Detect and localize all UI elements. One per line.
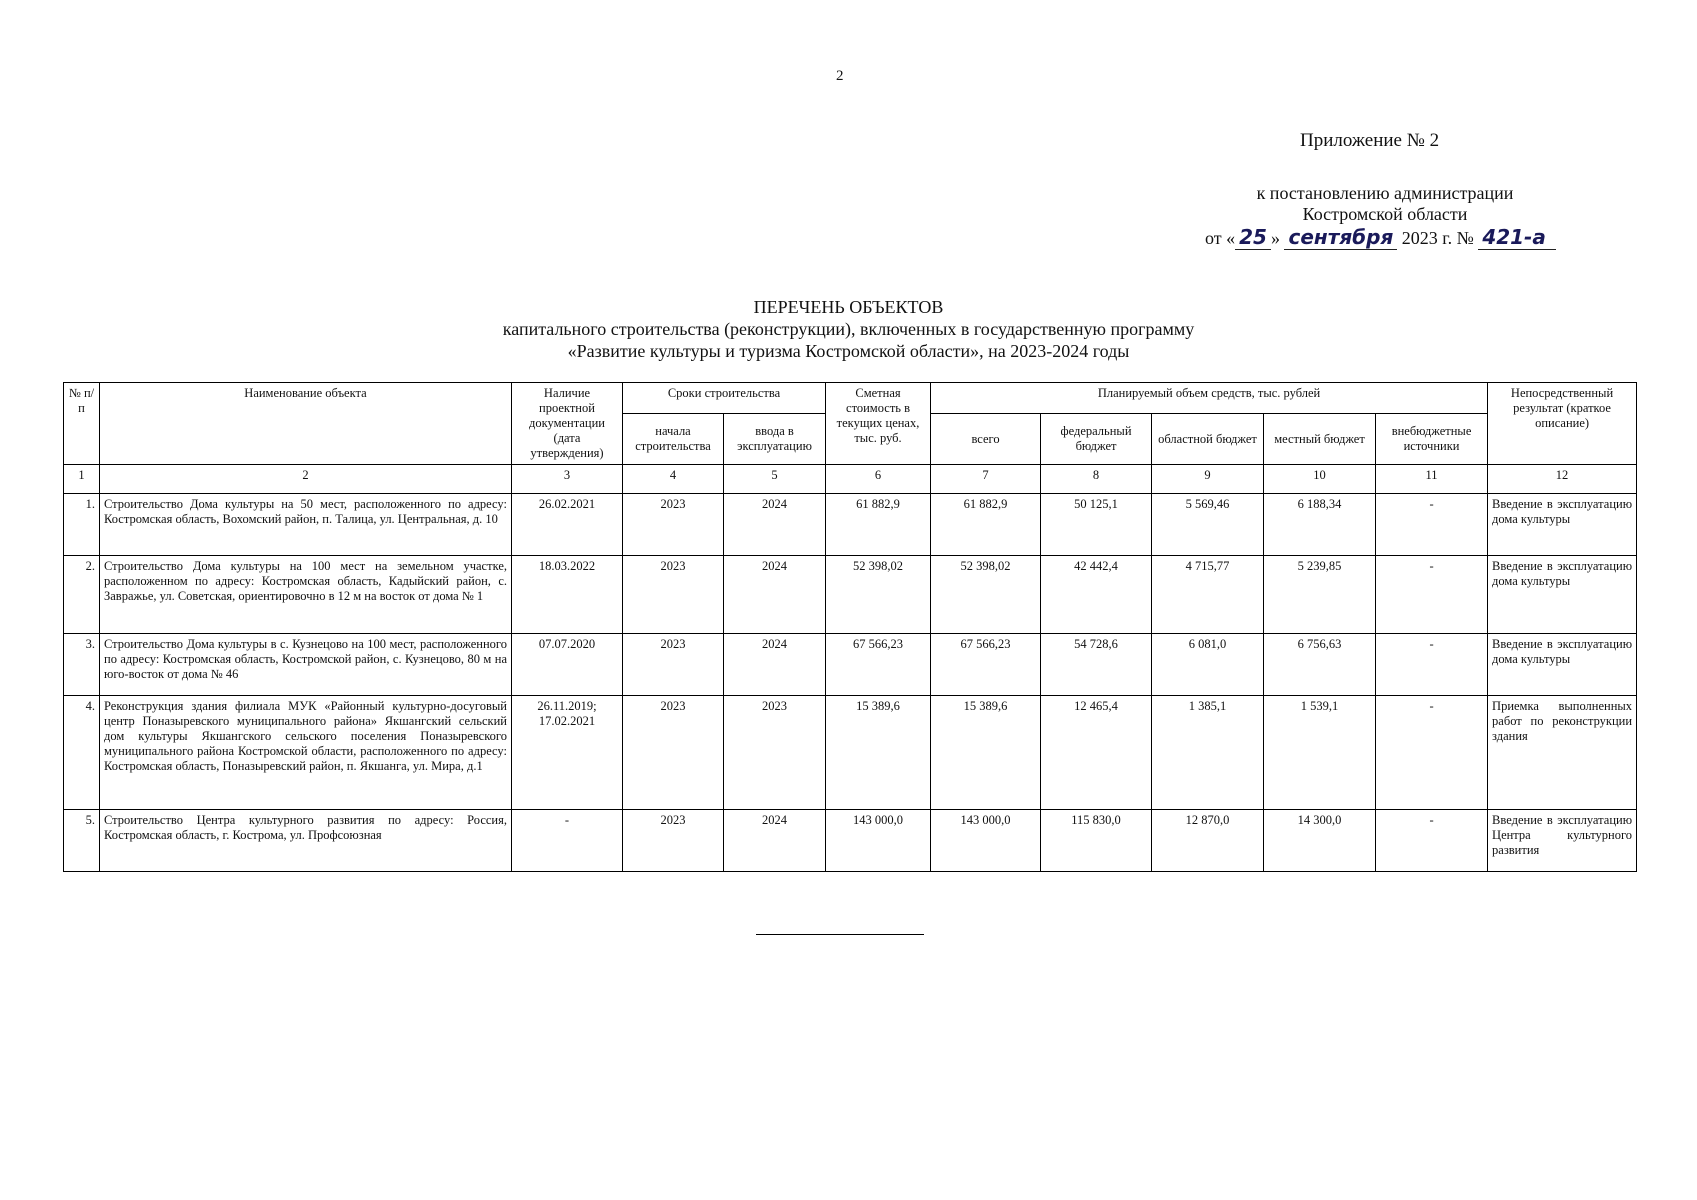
estimate-cost: 52 398,02 bbox=[826, 556, 931, 634]
column-number: 7 bbox=[931, 465, 1041, 494]
row-num: 3. bbox=[64, 634, 100, 696]
column-number: 1 bbox=[64, 465, 100, 494]
offbudget-sources: - bbox=[1376, 634, 1488, 696]
commission-year: 2024 bbox=[724, 494, 826, 556]
row-num: 5. bbox=[64, 810, 100, 872]
header-regional: областной бюджет bbox=[1152, 414, 1264, 465]
federal-budget: 54 728,6 bbox=[1041, 634, 1152, 696]
column-numbers-row bbox=[64, 465, 1637, 494]
header-local: местный бюджет bbox=[1264, 414, 1376, 465]
header-name: Наименование объекта bbox=[100, 383, 512, 465]
table-row bbox=[64, 494, 1637, 556]
object-name: Строительство Дома культуры в с. Кузнецово на 100 мест, расположенного по адресу: Костромская область, Костромской район, с. Кузнецово, 80 м на юго-восток от дома № 46 bbox=[100, 634, 512, 696]
estimate-cost: 143 000,0 bbox=[826, 810, 931, 872]
title-main: ПЕРЕЧЕНЬ ОБЪЕКТОВ bbox=[753, 297, 944, 317]
decree-number-handwritten: 421-а bbox=[1478, 225, 1556, 250]
decree-line-2: Костромской области bbox=[1302, 204, 1468, 224]
document-title bbox=[0, 296, 1697, 362]
project-docs-date: - bbox=[512, 810, 623, 872]
header-start: начала строительства bbox=[623, 414, 724, 465]
header-docs: Наличие проектной документации (дата утверждения) bbox=[512, 383, 623, 465]
regional-budget: 4 715,77 bbox=[1152, 556, 1264, 634]
header-terms: Сроки строительства bbox=[623, 383, 826, 414]
start-year: 2023 bbox=[623, 810, 724, 872]
column-number: 2 bbox=[100, 465, 512, 494]
offbudget-sources: - bbox=[1376, 810, 1488, 872]
object-name: Реконструкция здания филиала МУК «Районный культурно-досуговый центр Поназыревского муниципального района» Якшангский сельский дом культуры Якшангского сельского поселения Поназыревского муниципального района Костромской области, расположенного по адресу: Костромская область, Поназыревский район, п. Якшанга, ул. Мира, д.1 bbox=[100, 696, 512, 810]
date-day-handwritten: 25 bbox=[1235, 225, 1271, 250]
table-row bbox=[64, 634, 1637, 696]
direct-result: Введение в эксплуатацию дома культуры bbox=[1488, 494, 1637, 556]
direct-result: Введение в эксплуатацию дома культуры bbox=[1488, 634, 1637, 696]
regional-budget: 5 569,46 bbox=[1152, 494, 1264, 556]
appendix-title: Приложение № 2 bbox=[1300, 130, 1440, 151]
closing-divider bbox=[756, 934, 924, 935]
header-row-1 bbox=[64, 383, 1637, 414]
local-budget: 6 188,34 bbox=[1264, 494, 1376, 556]
commission-year: 2023 bbox=[724, 696, 826, 810]
object-name: Строительство Дома культуры на 100 мест на земельном участке, расположенном по адресу: Костромская область, Кадыйский район, с. Завражье, ул. Советская, ориентировочно в 12 м на восток от дома № 1 bbox=[100, 556, 512, 634]
title-line-3: «Развитие культуры и туризма Костромской области», на 2023-2024 годы bbox=[567, 341, 1130, 361]
objects-table bbox=[63, 382, 1637, 872]
commission-year: 2024 bbox=[724, 556, 826, 634]
column-number: 6 bbox=[826, 465, 931, 494]
regional-budget: 12 870,0 bbox=[1152, 810, 1264, 872]
header-planned: Планируемый объем средств, тыс. рублей bbox=[931, 383, 1488, 414]
direct-result: Введение в эксплуатацию дома культуры bbox=[1488, 556, 1637, 634]
header-total: всего bbox=[931, 414, 1041, 465]
local-budget: 5 239,85 bbox=[1264, 556, 1376, 634]
federal-budget: 12 465,4 bbox=[1041, 696, 1152, 810]
header-estimate: Сметная стоимость в текущих ценах, тыс. руб. bbox=[826, 383, 931, 465]
column-number: 10 bbox=[1264, 465, 1376, 494]
commission-year: 2024 bbox=[724, 634, 826, 696]
federal-budget: 42 442,4 bbox=[1041, 556, 1152, 634]
decree-reference bbox=[1195, 183, 1575, 225]
column-number: 11 bbox=[1376, 465, 1488, 494]
column-number: 3 bbox=[512, 465, 623, 494]
direct-result: Введение в эксплуатацию Центра культурного развития bbox=[1488, 810, 1637, 872]
start-year: 2023 bbox=[623, 696, 724, 810]
column-number: 12 bbox=[1488, 465, 1637, 494]
header-num: № п/п bbox=[64, 383, 100, 465]
column-number: 8 bbox=[1041, 465, 1152, 494]
regional-budget: 1 385,1 bbox=[1152, 696, 1264, 810]
date-year: 2023 г. № bbox=[1401, 228, 1474, 248]
date-prefix: от « bbox=[1205, 228, 1236, 248]
estimate-cost: 61 882,9 bbox=[826, 494, 931, 556]
header-result: Непосредственный результат (краткое описание) bbox=[1488, 383, 1637, 465]
local-budget: 6 756,63 bbox=[1264, 634, 1376, 696]
commission-year: 2024 bbox=[724, 810, 826, 872]
decree-date bbox=[1205, 225, 1556, 250]
decree-line-1: к постановлению администрации bbox=[1256, 183, 1514, 203]
federal-budget: 50 125,1 bbox=[1041, 494, 1152, 556]
offbudget-sources: - bbox=[1376, 556, 1488, 634]
project-docs-date: 26.02.2021 bbox=[512, 494, 623, 556]
offbudget-sources: - bbox=[1376, 696, 1488, 810]
direct-result: Приемка выполненных работ по реконструкции здания bbox=[1488, 696, 1637, 810]
header-federal: федеральный бюджет bbox=[1041, 414, 1152, 465]
table-row bbox=[64, 556, 1637, 634]
object-name: Строительство Центра культурного развития по адресу: Россия, Костромская область, г. Кострома, ул. Профсоюзная bbox=[100, 810, 512, 872]
estimate-cost: 67 566,23 bbox=[826, 634, 931, 696]
local-budget: 14 300,0 bbox=[1264, 810, 1376, 872]
federal-budget: 115 830,0 bbox=[1041, 810, 1152, 872]
header-commission: ввода в эксплуатацию bbox=[724, 414, 826, 465]
local-budget: 1 539,1 bbox=[1264, 696, 1376, 810]
object-name: Строительство Дома культуры на 50 мест, расположенного по адресу: Костромская область, Вохомский район, п. Талица, ул. Центральная, д. 10 bbox=[100, 494, 512, 556]
total-funds: 15 389,6 bbox=[931, 696, 1041, 810]
project-docs-date: 18.03.2022 bbox=[512, 556, 623, 634]
offbudget-sources: - bbox=[1376, 494, 1488, 556]
start-year: 2023 bbox=[623, 634, 724, 696]
title-line-2: капитального строительства (реконструкции), включенных в государственную программу bbox=[502, 319, 1195, 339]
project-docs-date: 26.11.2019; 17.02.2021 bbox=[512, 696, 623, 810]
row-num: 2. bbox=[64, 556, 100, 634]
total-funds: 67 566,23 bbox=[931, 634, 1041, 696]
total-funds: 61 882,9 bbox=[931, 494, 1041, 556]
start-year: 2023 bbox=[623, 556, 724, 634]
row-num: 4. bbox=[64, 696, 100, 810]
table-row bbox=[64, 696, 1637, 810]
regional-budget: 6 081,0 bbox=[1152, 634, 1264, 696]
total-funds: 52 398,02 bbox=[931, 556, 1041, 634]
estimate-cost: 15 389,6 bbox=[826, 696, 931, 810]
total-funds: 143 000,0 bbox=[931, 810, 1041, 872]
row-num: 1. bbox=[64, 494, 100, 556]
column-number: 4 bbox=[623, 465, 724, 494]
column-number: 9 bbox=[1152, 465, 1264, 494]
table-row bbox=[64, 810, 1637, 872]
column-number: 5 bbox=[724, 465, 826, 494]
page-number: 2 bbox=[836, 68, 844, 84]
date-month-handwritten: сентября bbox=[1284, 225, 1397, 250]
header-offbudget: внебюджетные источники bbox=[1376, 414, 1488, 465]
date-mid: » bbox=[1270, 228, 1280, 248]
project-docs-date: 07.07.2020 bbox=[512, 634, 623, 696]
start-year: 2023 bbox=[623, 494, 724, 556]
